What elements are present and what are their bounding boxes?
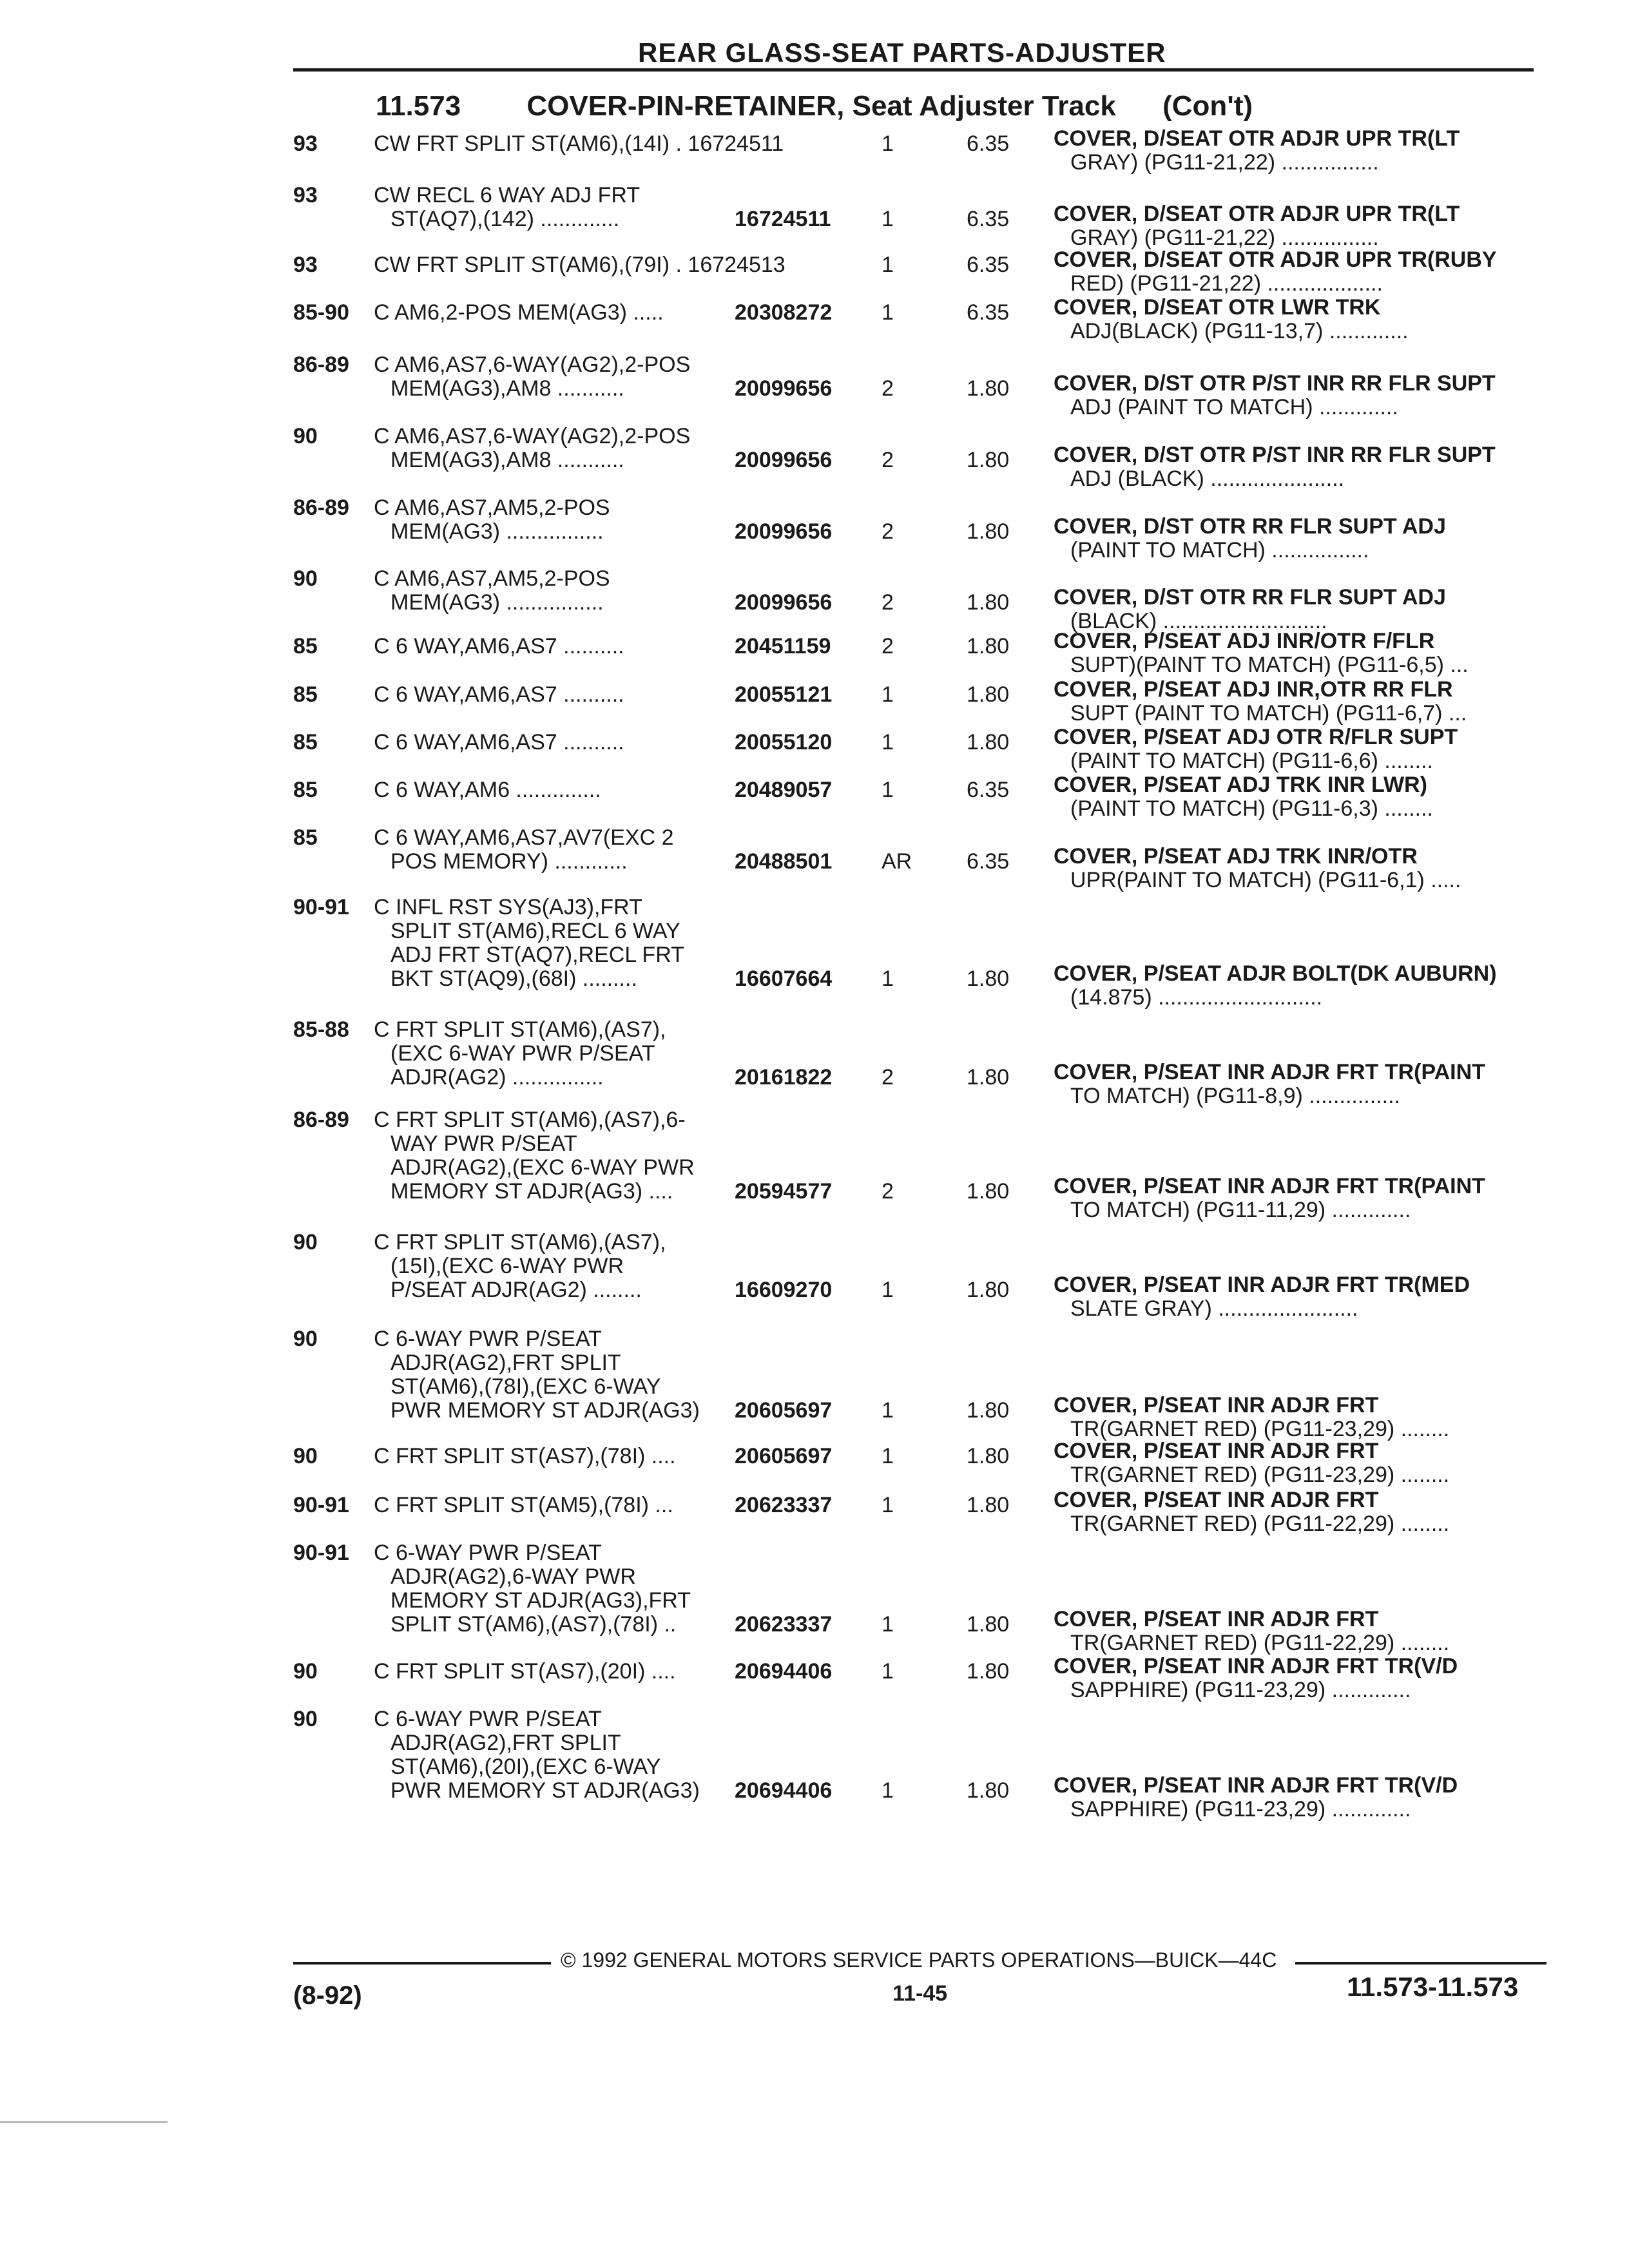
quantity: 1	[882, 300, 894, 325]
usage-line: ADJR(AG2),FRT SPLIT	[390, 1731, 621, 1755]
usage-description	[374, 1327, 700, 1423]
part-number: 20488501	[735, 849, 833, 874]
part-name-line: ADJ (PAINT TO MATCH) .............	[1070, 395, 1398, 419]
usage-line: MEMORY ST ADJR(AG3),FRT	[390, 1588, 691, 1613]
year-range: 90	[293, 424, 318, 448]
year-range: 86-89	[293, 1108, 349, 1132]
part-name-line: UPR(PAINT TO MATCH) (PG11-6,1) .....	[1070, 868, 1461, 892]
usage-description	[374, 253, 786, 277]
quantity: 1	[882, 730, 894, 754]
part-name-line: TO MATCH) (PG11-11,29) .............	[1070, 1198, 1411, 1222]
part-name	[1054, 1273, 1530, 1321]
quantity: 1	[882, 1778, 894, 1803]
usage-description	[374, 132, 784, 156]
usage-line: MEM(AG3),AM8 ...........	[390, 448, 624, 472]
price: 1.80	[967, 1065, 1010, 1090]
year-range: 90	[293, 566, 318, 591]
usage-description	[374, 826, 673, 874]
usage-line: ADJR(AG2) ...............	[390, 1065, 604, 1090]
part-name	[1054, 1608, 1530, 1655]
year-range: 93	[293, 253, 318, 277]
usage-line: MEMORY ST ADJR(AG3) ....	[390, 1179, 673, 1204]
part-number: 16609270	[735, 1278, 833, 1302]
year-range: 93	[293, 183, 318, 207]
quantity: 1	[882, 131, 894, 156]
usage-line: C 6 WAY,AM6,AS7 ..........	[374, 634, 624, 658]
usage-description	[374, 496, 610, 544]
part-name-line: COVER, P/SEAT INR ADJR FRT TR(PAINT	[1054, 1060, 1485, 1084]
year-range: 90	[293, 1327, 318, 1351]
usage-line: C 6 WAY,AM6 ..............	[374, 778, 601, 802]
usage-description	[374, 683, 624, 707]
quantity: AR	[882, 849, 912, 874]
part-name-line: TO MATCH) (PG11-8,9) ...............	[1070, 1084, 1400, 1108]
part-number: 20308272	[735, 300, 833, 325]
usage-line: C 6-WAY PWR P/SEAT	[374, 1707, 602, 1731]
page-title: REAR GLASS-SEAT PARTS-ADJUSTER	[638, 37, 1166, 68]
usage-line: C AM6,AS7,AM5,2-POS	[374, 566, 610, 591]
part-name-line: SAPPHIRE) (PG11-23,29) .............	[1070, 1678, 1411, 1702]
footer-copyright: © 1992 GENERAL MOTORS SERVICE PARTS OPERATIONS—BUICK—44C	[561, 1948, 1277, 1972]
part-number: 20605697	[735, 1398, 833, 1423]
price: 1.80	[967, 634, 1010, 658]
usage-line: ST(AM6),(20I),(EXC 6-WAY	[390, 1754, 661, 1779]
year-range: 85	[293, 825, 318, 850]
usage-line: C 6 WAY,AM6,AS7,AV7(EXC 2	[374, 825, 674, 850]
part-name-line: COVER, P/SEAT INR ADJR FRT TR(PAINT	[1054, 1174, 1485, 1198]
year-range: 93	[293, 131, 318, 156]
usage-line: WAY PWR P/SEAT	[390, 1131, 577, 1156]
usage-line: PWR MEMORY ST ADJR(AG3)	[390, 1398, 700, 1423]
quantity: 1	[882, 1493, 894, 1517]
part-name	[1054, 515, 1530, 562]
year-range: 86-89	[293, 495, 349, 520]
part-name-line: TR(GARNET RED) (PG11-23,29) ........	[1070, 1417, 1450, 1441]
part-number: 20605697	[735, 1444, 833, 1468]
quantity: 2	[882, 519, 894, 544]
part-name-line: COVER, D/ST OTR RR FLR SUPT ADJ	[1054, 585, 1446, 610]
usage-line: C 6 WAY,AM6,AS7 ..........	[374, 682, 624, 707]
part-number: 20451159	[735, 634, 831, 658]
quantity: 1	[882, 966, 894, 991]
price: 6.35	[967, 207, 1010, 231]
quantity: 1	[882, 253, 894, 277]
usage-description	[374, 778, 601, 802]
part-number: 20055120	[735, 730, 833, 754]
quantity: 1	[882, 778, 894, 802]
footer-page-number: 11-45	[892, 1981, 948, 2006]
quantity: 1	[882, 1444, 894, 1468]
usage-description	[374, 1231, 666, 1302]
section-number: 11.573	[376, 90, 461, 122]
part-name	[1054, 1655, 1530, 1702]
usage-line: C FRT SPLIT ST(AS7),(20I) ....	[374, 1659, 676, 1684]
part-name	[1054, 1061, 1530, 1108]
part-name-line: SUPT (PAINT TO MATCH) (PG11-6,7) ...	[1070, 701, 1467, 726]
quantity: 1	[882, 1612, 894, 1637]
scan-artifact	[0, 2121, 168, 2123]
part-name-line: (BLACK) ...........................	[1070, 609, 1327, 633]
price: 1.80	[967, 1612, 1010, 1637]
year-range: 90-91	[293, 895, 349, 919]
part-number: 20489057	[735, 778, 833, 802]
part-name	[1054, 202, 1530, 250]
quantity: 1	[882, 1659, 894, 1684]
usage-line: ADJR(AG2),FRT SPLIT	[390, 1350, 621, 1375]
price: 1.80	[967, 1278, 1010, 1302]
usage-line: C FRT SPLIT ST(AM6),(AS7),6-	[374, 1108, 686, 1132]
quantity: 2	[882, 634, 894, 658]
part-number: 20694406	[735, 1659, 833, 1684]
year-range: 90	[293, 1707, 318, 1731]
price: 1.80	[967, 590, 1010, 615]
price: 6.35	[967, 300, 1010, 325]
part-name-line: COVER, P/SEAT INR ADJR FRT TR(V/D	[1054, 1654, 1458, 1678]
usage-line: C AM6,2-POS MEM(AG3) .....	[374, 300, 664, 325]
usage-description	[374, 184, 640, 231]
price: 1.80	[967, 1659, 1010, 1684]
usage-line: C 6-WAY PWR P/SEAT	[374, 1541, 602, 1565]
footer-date: (8-92)	[293, 1981, 362, 2010]
part-name	[1054, 845, 1530, 892]
usage-line: C AM6,AS7,AM5,2-POS	[374, 495, 610, 520]
part-name	[1054, 1439, 1530, 1487]
price: 1.80	[967, 1444, 1010, 1468]
usage-line: C INFL RST SYS(AJ3),FRT	[374, 895, 642, 919]
part-name-line: COVER, P/SEAT INR ADJR FRT	[1054, 1439, 1379, 1463]
usage-description	[374, 1494, 673, 1517]
part-name-line: SUPT)(PAINT TO MATCH) (PG11-6,5) ...	[1070, 653, 1469, 677]
part-number: 20594577	[735, 1179, 833, 1204]
part-name-line: (PAINT TO MATCH) ................	[1070, 538, 1369, 562]
usage-line: C AM6,AS7,6-WAY(AG2),2-POS	[374, 424, 691, 448]
part-name-line: TR(GARNET RED) (PG11-22,29) ........	[1070, 1631, 1450, 1655]
part-name-line: COVER, P/SEAT INR ADJR FRT	[1054, 1393, 1379, 1418]
part-name-line: COVER, P/SEAT INR ADJR FRT TR(MED	[1054, 1273, 1470, 1297]
part-name-line: COVER, D/ST OTR RR FLR SUPT ADJ	[1054, 514, 1446, 539]
usage-line: MEM(AG3) ................	[390, 590, 604, 615]
price: 1.80	[967, 966, 1010, 991]
usage-line: C 6 WAY,AM6,AS7 ..........	[374, 730, 624, 754]
part-name-line: (14.875) ...........................	[1070, 985, 1323, 1010]
price: 1.80	[967, 1179, 1010, 1204]
part-name	[1054, 296, 1530, 343]
part-name-line: ADJ(BLACK) (PG11-13,7) .............	[1070, 319, 1409, 343]
price: 1.80	[967, 448, 1010, 472]
part-name	[1054, 248, 1530, 296]
part-name	[1054, 726, 1530, 773]
usage-line: ADJR(AG2),(EXC 6-WAY PWR	[390, 1155, 695, 1180]
part-number: 20055121	[735, 682, 833, 707]
part-name	[1054, 1394, 1530, 1441]
part-name-line: COVER, D/ST OTR P/ST INR RR FLR SUPT	[1054, 443, 1496, 467]
usage-description	[374, 1541, 691, 1637]
price: 1.80	[967, 519, 1010, 544]
year-range: 90	[293, 1659, 318, 1684]
usage-description	[374, 731, 624, 754]
section-sub: Seat Adjuster Track	[852, 90, 1116, 122]
part-number: 20623337	[735, 1493, 833, 1517]
part-name	[1054, 372, 1530, 419]
part-number: 20694406	[735, 1778, 833, 1803]
quantity: 2	[882, 1065, 894, 1090]
part-name	[1054, 962, 1530, 1010]
usage-description	[374, 353, 690, 401]
part-name-line: COVER, P/SEAT ADJ INR,OTR RR FLR	[1054, 677, 1453, 702]
part-name-line: COVER, P/SEAT ADJ TRK INR LWR)	[1054, 773, 1427, 797]
part-number: 20099656	[735, 590, 833, 615]
year-range: 86-89	[293, 352, 349, 377]
part-name	[1054, 678, 1530, 726]
usage-line: BKT ST(AQ9),(68I) .........	[390, 966, 637, 991]
part-name-line: (PAINT TO MATCH) (PG11-6,3) ........	[1070, 796, 1433, 821]
year-range: 85-88	[293, 1017, 349, 1042]
part-name	[1054, 1488, 1530, 1536]
year-range: 85	[293, 730, 318, 754]
price: 6.35	[967, 849, 1010, 874]
price: 1.80	[967, 1778, 1010, 1803]
part-number: 16724511	[735, 207, 831, 231]
usage-line: POS MEMORY) ............	[390, 849, 628, 874]
part-number: 20099656	[735, 376, 833, 401]
part-name-line: TR(GARNET RED) (PG11-23,29) ........	[1070, 1463, 1450, 1487]
quantity: 2	[882, 376, 894, 401]
usage-description	[374, 301, 664, 325]
usage-line: (EXC 6-WAY PWR P/SEAT	[390, 1041, 655, 1066]
part-name-line: GRAY) (PG11-21,22) ................	[1070, 226, 1379, 250]
year-range: 85	[293, 682, 318, 707]
section-name: COVER-PIN-RETAINER,	[526, 90, 845, 122]
usage-line: CW FRT SPLIT ST(AM6),(79I) . 16724513	[374, 253, 786, 277]
year-range: 85-90	[293, 300, 349, 325]
usage-description	[374, 1660, 676, 1684]
usage-description	[374, 1108, 695, 1204]
quantity: 1	[882, 1398, 894, 1423]
part-name-line: COVER, D/SEAT OTR ADJR UPR TR(LT	[1054, 126, 1460, 151]
usage-description	[374, 425, 690, 472]
part-name-line: SAPPHIRE) (PG11-23,29) .............	[1070, 1797, 1411, 1821]
quantity: 1	[882, 1278, 894, 1302]
usage-line: ADJR(AG2),6-WAY PWR	[390, 1564, 636, 1589]
part-name-line: COVER, P/SEAT ADJR BOLT(DK AUBURN)	[1054, 961, 1497, 986]
part-name	[1054, 443, 1530, 491]
price: 1.80	[967, 1398, 1010, 1423]
section-title	[376, 90, 1253, 122]
price: 6.35	[967, 253, 1010, 277]
price: 1.80	[967, 682, 1010, 707]
footer-rule-left	[293, 1962, 551, 1965]
section-cont: (Con't)	[1162, 90, 1253, 122]
part-name	[1054, 586, 1530, 633]
part-name-line: COVER, D/SEAT OTR ADJR UPR TR(LT	[1054, 202, 1460, 226]
price: 1.80	[967, 730, 1010, 754]
part-number: 20161822	[735, 1065, 833, 1090]
footer-rule-right	[1295, 1962, 1547, 1965]
quantity: 1	[882, 682, 894, 707]
part-number: 20099656	[735, 519, 833, 544]
usage-line: ST(AM6),(78I),(EXC 6-WAY	[390, 1374, 661, 1399]
part-name-line: COVER, D/SEAT OTR LWR TRK	[1054, 295, 1381, 320]
usage-line: (15I),(EXC 6-WAY PWR	[390, 1254, 624, 1278]
part-name	[1054, 1175, 1530, 1222]
year-range: 85	[293, 778, 318, 802]
usage-line: C AM6,AS7,6-WAY(AG2),2-POS	[374, 352, 691, 377]
part-number: 20623337	[735, 1612, 833, 1637]
usage-description	[374, 1707, 700, 1803]
year-range: 90-91	[293, 1493, 349, 1517]
part-name	[1054, 629, 1530, 677]
usage-description	[374, 1018, 666, 1090]
usage-line: C 6-WAY PWR P/SEAT	[374, 1327, 602, 1351]
year-range: 90-91	[293, 1541, 349, 1565]
usage-line: C FRT SPLIT ST(AM6),(AS7),	[374, 1017, 666, 1042]
price: 1.80	[967, 1493, 1010, 1517]
usage-line: PWR MEMORY ST ADJR(AG3)	[390, 1778, 700, 1803]
usage-line: MEM(AG3) ................	[390, 519, 604, 544]
part-name-line: COVER, P/SEAT INR ADJR FRT	[1054, 1488, 1379, 1512]
usage-description	[374, 635, 624, 658]
part-name-line: TR(GARNET RED) (PG11-22,29) ........	[1070, 1512, 1450, 1536]
header-rule	[293, 68, 1534, 72]
year-range: 90	[293, 1230, 318, 1254]
part-name-line: COVER, P/SEAT ADJ TRK INR/OTR	[1054, 844, 1418, 869]
usage-line: SPLIT ST(AM6),(AS7),(78I) ..	[390, 1612, 677, 1637]
part-name-line: COVER, D/SEAT OTR ADJR UPR TR(RUBY	[1054, 247, 1497, 272]
year-range: 90	[293, 1444, 318, 1468]
price: 6.35	[967, 778, 1010, 802]
quantity: 1	[882, 207, 894, 231]
usage-line: C FRT SPLIT ST(AS7),(78I) ....	[374, 1444, 676, 1468]
part-name	[1054, 773, 1530, 821]
part-name-line: ADJ (BLACK) ......................	[1070, 466, 1345, 491]
part-name	[1054, 127, 1530, 175]
price: 1.80	[967, 376, 1010, 401]
part-number: 16607664	[735, 966, 833, 991]
quantity: 2	[882, 448, 894, 472]
usage-line: C FRT SPLIT ST(AM5),(78I) ...	[374, 1493, 673, 1517]
usage-description	[374, 567, 610, 615]
quantity: 2	[882, 1179, 894, 1204]
part-name-line: SLATE GRAY) .......................	[1070, 1296, 1358, 1321]
usage-description	[374, 896, 684, 991]
year-range: 85	[293, 634, 318, 658]
usage-line: MEM(AG3),AM8 ...........	[390, 376, 624, 401]
part-name-line: COVER, D/ST OTR P/ST INR RR FLR SUPT	[1054, 371, 1496, 396]
part-name-line: COVER, P/SEAT INR ADJR FRT	[1054, 1607, 1379, 1631]
quantity: 2	[882, 590, 894, 615]
usage-line: SPLIT ST(AM6),RECL 6 WAY	[390, 919, 680, 943]
part-name-line: RED) (PG11-21,22) ...................	[1070, 271, 1383, 296]
usage-line: P/SEAT ADJR(AG2) ........	[390, 1278, 642, 1302]
part-number: 20099656	[735, 448, 833, 472]
footer-section-range: 11.573-11.573	[1347, 1972, 1519, 2002]
part-name-line: COVER, P/SEAT INR ADJR FRT TR(V/D	[1054, 1773, 1458, 1798]
usage-line: CW RECL 6 WAY ADJ FRT	[374, 183, 641, 207]
usage-description	[374, 1445, 676, 1468]
part-name-line: (PAINT TO MATCH) (PG11-6,6) ........	[1070, 749, 1433, 773]
part-name-line: COVER, P/SEAT ADJ OTR R/FLR SUPT	[1054, 725, 1458, 749]
part-name	[1054, 1774, 1530, 1821]
usage-line: ST(AQ7),(142) .............	[390, 207, 620, 231]
usage-line: C FRT SPLIT ST(AM6),(AS7),	[374, 1230, 666, 1254]
part-name-line: COVER, P/SEAT ADJ INR/OTR F/FLR	[1054, 629, 1435, 653]
usage-line: CW FRT SPLIT ST(AM6),(14I) . 16724511	[374, 131, 784, 156]
price: 6.35	[967, 131, 1010, 156]
usage-line: ADJ FRT ST(AQ7),RECL FRT	[390, 943, 684, 967]
part-name-line: GRAY) (PG11-21,22) ................	[1070, 150, 1379, 175]
